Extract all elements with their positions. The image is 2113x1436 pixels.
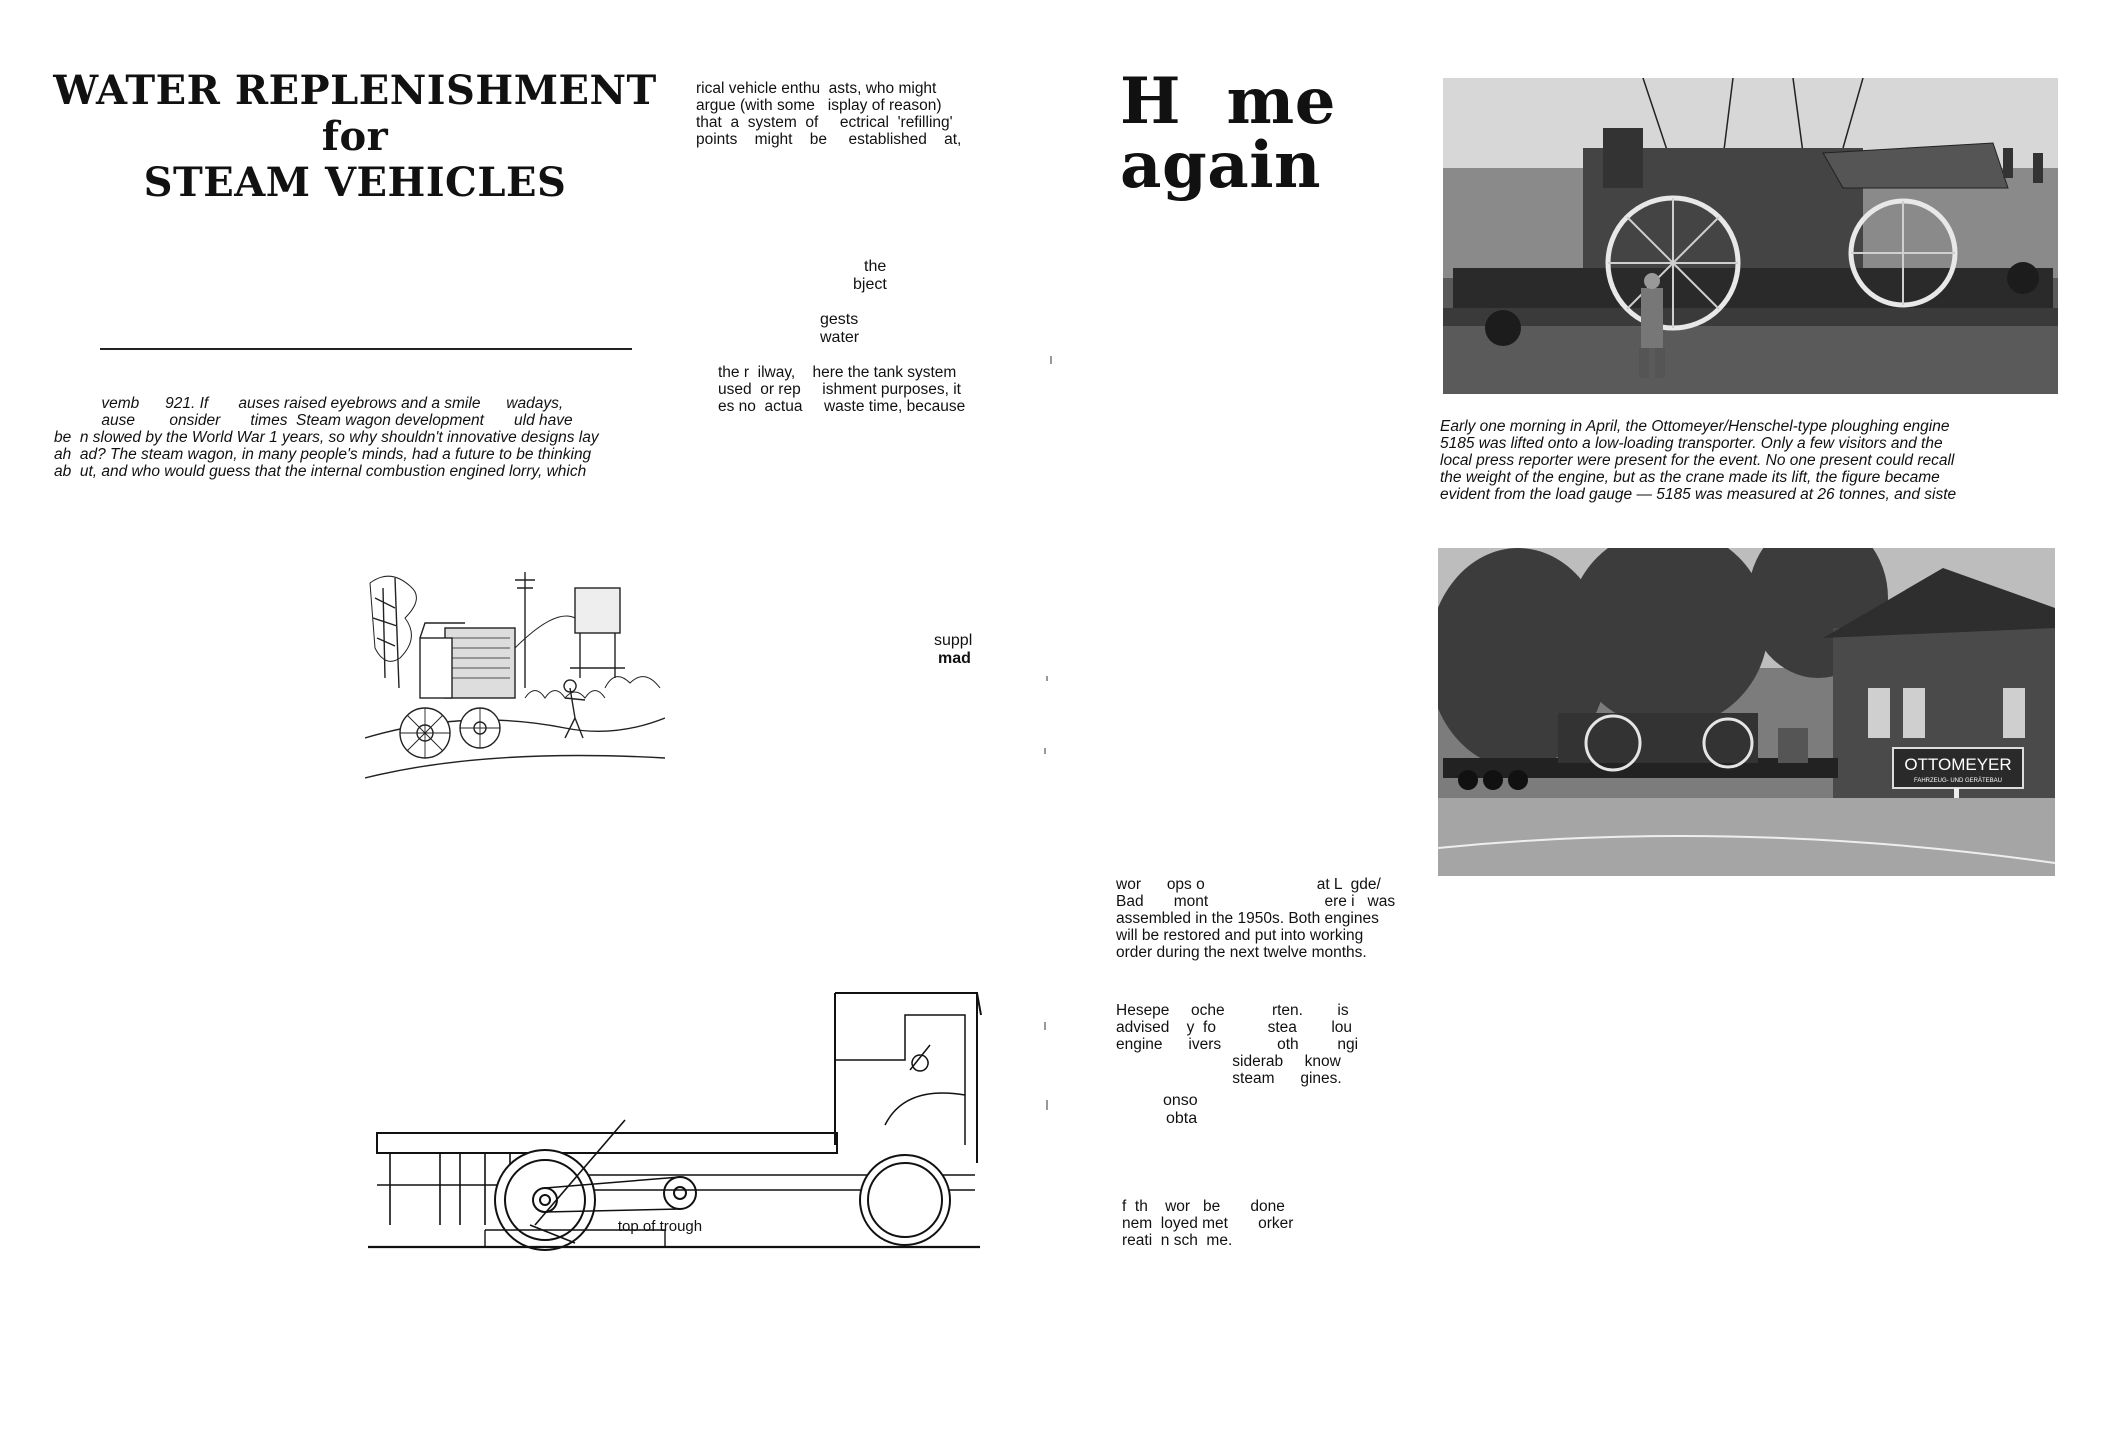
page-speck (1046, 676, 1048, 681)
text-line: reati n sch me. (1122, 1232, 1233, 1249)
title-line-1: WATER REPLENISHMENT (53, 67, 657, 114)
caption-line: 5185 was lifted onto a low-loading transporter. Only a few visitors and the (1440, 435, 1943, 452)
ottomeyer-sign: OTTOMEYER (1904, 755, 2012, 774)
ottomeyer-works-photo (1438, 548, 2055, 876)
right-title-line-2: again (1120, 128, 1322, 203)
fragment-mad: mad (938, 650, 971, 667)
text-line: steam gines. (1116, 1070, 1342, 1087)
steam-wagon-illustration (365, 568, 665, 790)
text-line: used or rep ishment purposes, it (718, 381, 961, 398)
text-line: that a system of ectrical 'refilling' (696, 114, 953, 131)
right-title-line-1: H me (1120, 64, 1336, 139)
caption-line: local press reporter were present for the event. No one present could recall (1440, 452, 1955, 469)
text-line: f th wor be done (1122, 1198, 1285, 1215)
article-title (40, 68, 670, 206)
fragment-water: water (820, 329, 860, 346)
text-line: nem loyed met orker (1122, 1215, 1294, 1232)
fragment-the: the (864, 258, 887, 275)
text-line: rical vehicle enthu asts, who might (696, 80, 937, 97)
intro-line: be n slowed by the World War 1 years, so why shouldn't innovative designs lay (54, 429, 599, 446)
column-two-top (696, 80, 1006, 148)
page-speck (1050, 356, 1052, 364)
trough-label: top of trough (617, 1218, 703, 1235)
caption-line: evident from the load gauge — 5185 was measured at 26 tonnes, and siste (1440, 486, 1957, 503)
engine-lift-photo-art (1443, 78, 2058, 394)
text-line: es no actua waste time, because (718, 398, 966, 415)
paragraph-two (1116, 1002, 1436, 1087)
photo-caption (1440, 418, 2080, 503)
text-line: order during the next twelve months. (1116, 944, 1367, 961)
text-line: advised y fo stea lou (1116, 1019, 1353, 1036)
engine-lift-photo (1443, 78, 2058, 394)
text-line: points might be established at, (696, 131, 962, 148)
page-speck (1044, 748, 1046, 754)
ottomeyer-sign-sub: FAHRZEUG- UND GERÄTEBAU (1913, 778, 2003, 784)
fragment-onso: onso (1163, 1092, 1198, 1109)
ottomeyer-works-photo-art (1438, 548, 2055, 876)
intro-line: vemb 921. If auses raised eyebrows and a smile wadays, (54, 395, 564, 412)
text-line: will be restored and put into working (1116, 927, 1364, 944)
text-line: assembled in the 1950s. Both engines (1116, 910, 1379, 927)
caption-line: Early one morning in April, the Ottomeyer/Henschel-type ploughing engine (1440, 418, 1950, 435)
fragment-gests: gests (820, 311, 859, 328)
text-line: Hesepe oche rten. is (1116, 1002, 1349, 1019)
intro-paragraph (54, 395, 674, 480)
text-line: wor ops o at L gde/ (1116, 876, 1381, 893)
intro-line: ab ut, and who would guess that the internal combustion engined lorry, which (54, 463, 587, 480)
right-article-title (1120, 64, 1440, 203)
paragraph-one (1116, 876, 1436, 961)
column-two-mid (718, 364, 1018, 415)
text-line: Bad mont ere i was (1116, 893, 1396, 910)
intro-line: ause onsider times Steam wagon development uld have (54, 412, 573, 429)
text-line: siderab know (1116, 1053, 1341, 1070)
intro-line: ah ad? The steam wagon, in many people's minds, had a future to be thinking (54, 446, 592, 463)
page-speck (1044, 1022, 1046, 1030)
text-line: engine ivers oth ngi (1116, 1036, 1359, 1053)
title-line-3: STEAM VEHICLES (143, 159, 567, 206)
title-line-2: for (321, 113, 389, 160)
fragment-bject: bject (853, 276, 887, 293)
text-line: the r ilway, here the tank system (718, 364, 957, 381)
caption-line: the weight of the engine, but as the crane made its lift, the figure became (1440, 469, 1940, 486)
fragment-suppl: suppl (934, 632, 973, 649)
text-line: argue (with some isplay of reason) (696, 97, 942, 114)
title-divider (100, 348, 632, 350)
page-speck (1046, 1100, 1048, 1110)
trough-diagram (365, 985, 985, 1255)
paragraph-three (1122, 1198, 1422, 1249)
fragment-obta: obta (1166, 1110, 1198, 1127)
